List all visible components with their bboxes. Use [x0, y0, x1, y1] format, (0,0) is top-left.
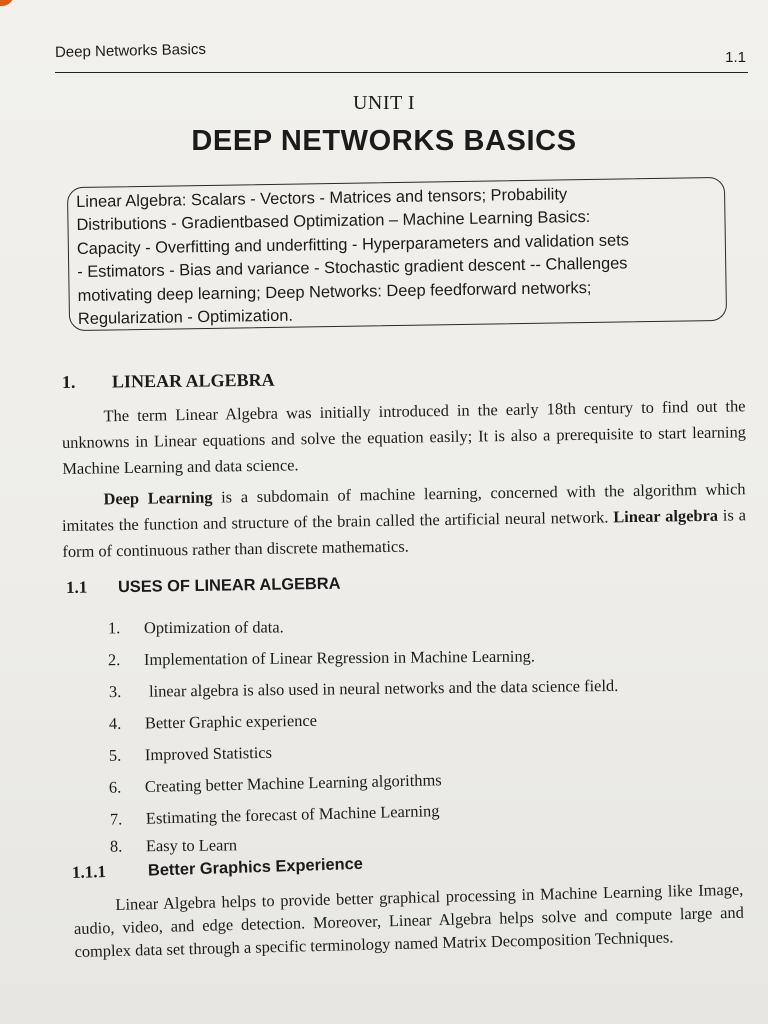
paragraph-text: is a form of continuous rather than discrete mathematics. — [62, 505, 747, 561]
paragraph-text: The term Linear Algebra was initially introduced in the early 18th century to find out the unknowns in Linear equations and solve the equation easily; It is also a prerequisite to start learning Machine Learning and data science. — [61, 396, 747, 478]
paragraph-text: is a subdomain of machine learning, concerned with the algorithm which imitates the function and structure of the brain called the artificial neural network. — [61, 479, 746, 535]
page-number: 1.1 — [725, 49, 746, 66]
corner-tab-mark — [0, 0, 14, 6]
paragraph-linear-algebra-intro — [61, 393, 746, 482]
bold-term-linear-algebra: Linear algebra — [613, 505, 719, 527]
subsection-title: USES OF LINEAR ALGEBRA — [117, 574, 341, 597]
subsubsection-number: 1.1.1 — [71, 861, 107, 882]
section-number: 1. — [61, 371, 76, 392]
header-rule — [55, 72, 748, 73]
syllabus-line: - Estimators - Bias and variance - Stochastic gradient descent -- Challenges — [77, 254, 628, 282]
list-item: 8. Easy to Learn — [109, 835, 238, 856]
list-item: 7. Estimating the forecast of Machine Learning — [109, 801, 440, 829]
list-item: 6. Creating better Machine Learning algorithms — [108, 770, 442, 797]
unit-label: UNIT I — [352, 92, 416, 114]
subsubsection-title: Better Graphics Experience — [147, 854, 364, 880]
list-item: 1. Optimization of data. — [107, 617, 284, 638]
syllabus-line: Capacity - Overfitting and underfitting - Hyperparameters and validation sets — [76, 231, 630, 258]
syllabus-line: Regularization - Optimization. — [77, 306, 294, 329]
section-title: LINEAR ALGEBRA — [111, 369, 275, 392]
list-item: 5. Improved Statistics — [108, 742, 273, 765]
syllabus-box — [67, 177, 727, 331]
list-item: 2. Implementation of Linear Regression in Machine Learning. — [107, 646, 536, 670]
bold-term-deep-learning: Deep Learning — [103, 487, 213, 509]
subsection-heading-uses — [66, 574, 341, 598]
list-item: 4. Better Graphic experience — [108, 710, 318, 733]
uses-list — [108, 617, 617, 865]
syllabus-line: Distributions - Gradientbased Optimization – Machine Learning Basics: — [76, 208, 591, 235]
paragraph-deep-learning — [61, 476, 746, 565]
list-item: 3. linear algebra is also used in neural networks and the data science field. — [108, 675, 619, 702]
paragraph-graphics — [73, 878, 744, 963]
syllabus-line: motivating deep learning; Deep Networks: Deep feedforward networks; — [77, 278, 592, 305]
syllabus-line: Linear Algebra: Scalars - Vectors - Matrices and tensors; Probability — [76, 185, 568, 212]
unit-title: DEEP NETWORKS BASICS — [191, 125, 577, 157]
paragraph-text: Linear Algebra helps to provide better graphical processing in Machine Learning like Image, audio, video, and edge detection. Moreover, Linear Algebra helps solve and compute large and complex data set through a specific terminology named Matrix Decomposition Techniques. — [73, 879, 745, 961]
syllabus-text — [76, 181, 722, 332]
running-head: Deep Networks Basics — [54, 40, 207, 61]
section-heading-linear-algebra — [62, 370, 275, 393]
subsection-number: 1.1 — [65, 577, 88, 597]
